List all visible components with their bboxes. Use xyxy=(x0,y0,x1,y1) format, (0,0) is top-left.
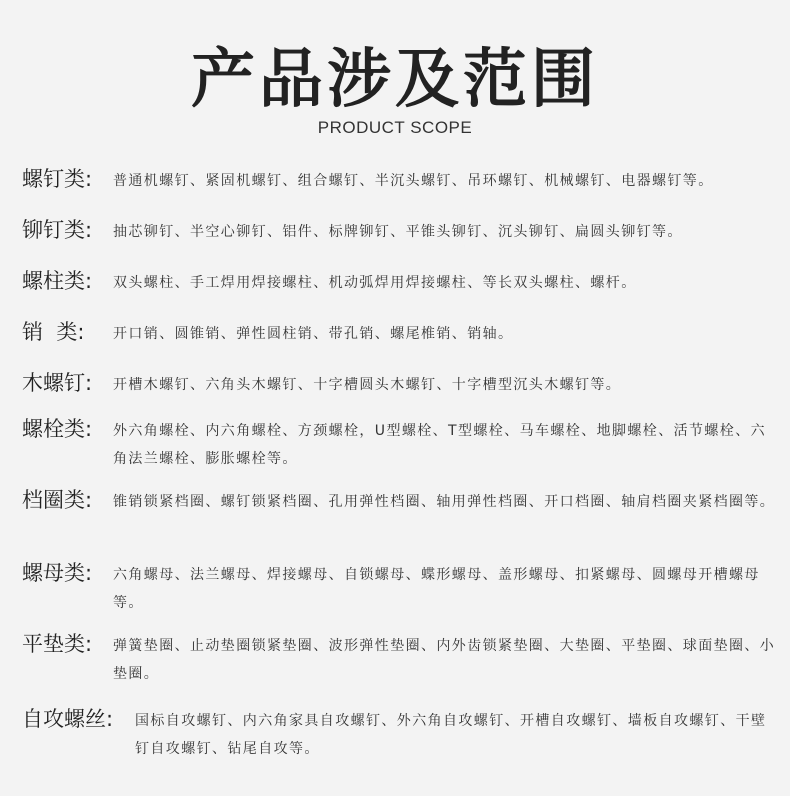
category-description: 六角螺母、法兰螺母、焊接螺母、自锁螺母、蝶形螺母、盖形螺母、扣紧螺母、圆螺母开槽螺母等。 xyxy=(113,567,760,611)
page-subtitle: PRODUCT SCOPE xyxy=(317,118,473,137)
category-label: 螺栓类: xyxy=(22,417,93,441)
category-description: 国标自攻螺钉、内六角家具自攻螺钉、外六角自攻螺钉、开槽自攻螺钉、墙板自攻螺钉、干壁钉自攻螺钉、钻尾自攻等。 xyxy=(135,713,767,757)
category-label: 自攻螺丝: xyxy=(22,707,114,731)
category-description: 锥销锁紧档圈、螺钉锁紧档圈、孔用弹性档圈、轴用弹性档圈、开口档圈、轴肩档圈夹紧档圈等。 xyxy=(113,494,776,510)
category-label: 平垫类: xyxy=(22,632,93,656)
category-label: 木螺钉: xyxy=(22,371,93,395)
category-description: 双头螺柱、手工焊用焊接螺柱、机动弧焊用焊接螺柱、等长双头螺柱、螺杆。 xyxy=(113,275,637,291)
category-description: 抽芯铆钉、半空心铆钉、铝件、标牌铆钉、平锥头铆钉、沉头铆钉、扁圆头铆钉等。 xyxy=(113,224,683,240)
category-label: 档圈类: xyxy=(22,488,93,512)
category-label: 铆钉类: xyxy=(22,218,93,242)
category-description: 开口销、圆锥销、弹性圆柱销、带孔销、螺尾椎销、销轴。 xyxy=(113,326,514,342)
category-description: 外六角螺栓、内六角螺栓、方颈螺栓，U型螺栓、T型螺栓、马车螺栓、地脚螺栓、活节螺栓、六角法兰螺栓、膨胀螺栓等。 xyxy=(113,423,766,467)
category-description: 普通机螺钉、紧固机螺钉、组合螺钉、半沉头螺钉、吊环螺钉、机械螺钉、电器螺钉等。 xyxy=(113,173,714,189)
category-description: 开槽木螺钉、六角头木螺钉、十字槽圆头木螺钉、十字槽型沉头木螺钉等。 xyxy=(113,377,622,393)
category-label: 螺母类: xyxy=(22,561,93,585)
category-label: 螺钉类: xyxy=(22,167,93,191)
category-label: 销 类: xyxy=(22,320,85,344)
category-label: 螺柱类: xyxy=(22,269,93,293)
page-title: 产品涉及范围 xyxy=(191,43,599,117)
category-description: 弹簧垫圈、止动垫圈锁紧垫圈、波形弹性垫圈、内外齿锁紧垫圈、大垫圈、平垫圈、球面垫圈、小垫圈。 xyxy=(113,638,776,682)
